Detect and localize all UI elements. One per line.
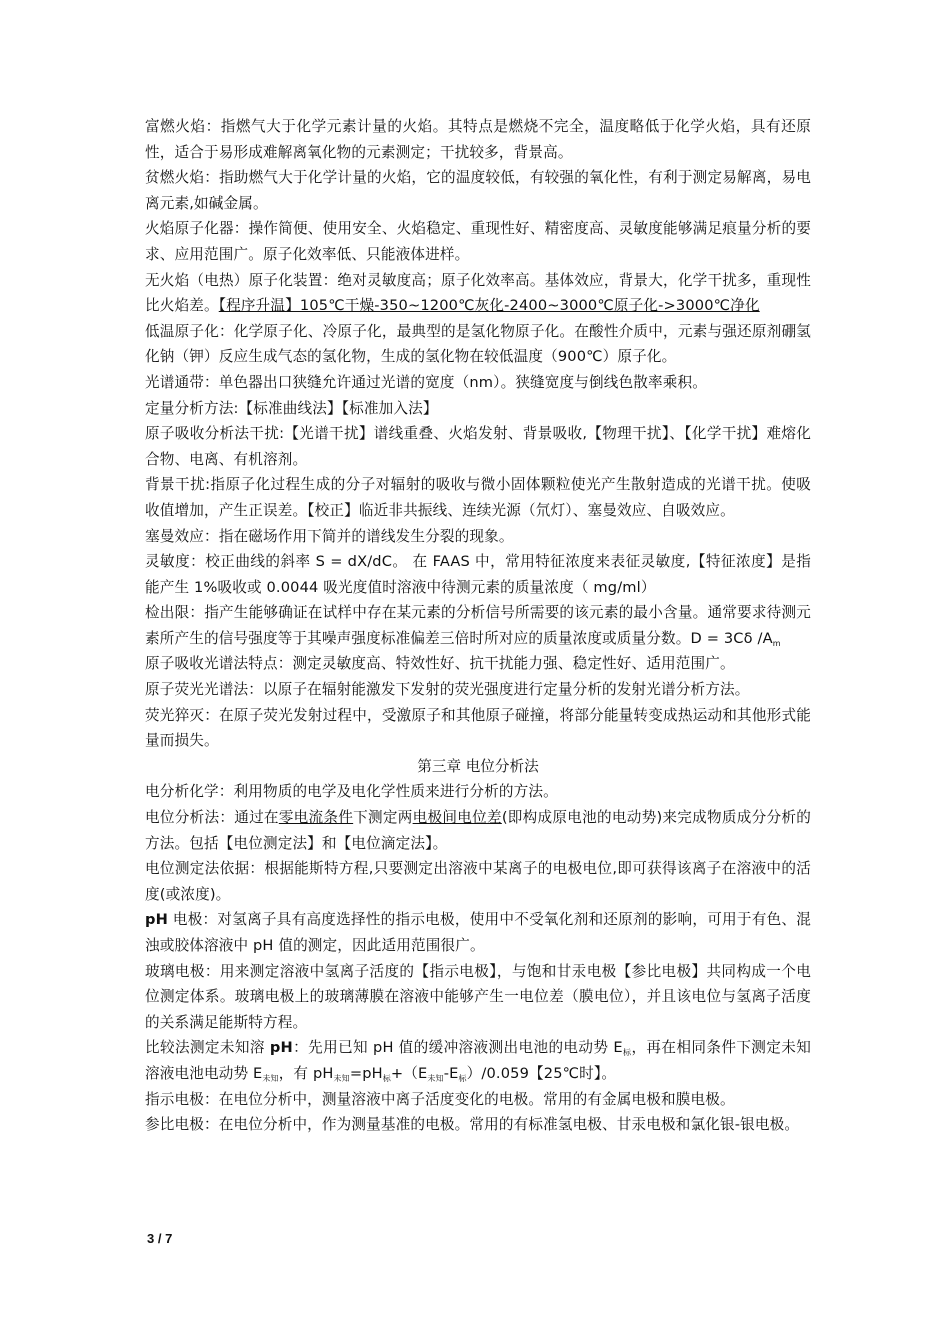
page-number: 3 / 7 [147,1231,173,1246]
sub-std-1: 标 [622,1048,632,1058]
cmp-i: ）/0.059【25℃时】。 [466,1064,617,1082]
paragraph-reference-electrode: 参比电极：在电位分析中，作为测量基准的电极。常用的有标准氢电极、甘汞电极和氯化银-银电极。 [145,1116,800,1134]
paragraph-quant-methods: 定量分析方法:【标准曲线法】【标准加入法】 [145,399,438,417]
paragraph-low-temp-atomization: 低温原子化：化学原子化、冷原子化，最典型的是氢化物原子化。在酸性介质中，元素与强还原剂硼氢化钠（钾）反应生成气态的氢化物，生成的氢化物在较低温度（900℃）原子化。 [145,322,811,366]
sub-std-3: 标 [458,1073,467,1083]
potentiometry-text-a: 电位分析法：通过在 [145,809,279,827]
cmp-h: -E [443,1064,459,1082]
sub-unknown-3: 未知 [427,1073,444,1083]
sub-std-2: 标 [382,1073,391,1083]
paragraph-quenching: 荧光猝灭：在原子荧光发射过程中，受激原子和其他原子碰撞，将部分能量转变成热运动和其他形式能量而损失。 [145,706,811,750]
paragraph-aas-interference: 原子吸收分析法干扰:【光谱干扰】谱线重叠、火焰发射、背景吸收,【物理干扰】、【化学干扰】难熔化合物、电离、有机溶剂。 [145,425,811,468]
paragraph-flame-atomizer: 火焰原子化器：操作简便、使用安全、火焰稳定、重现性好、精密度高、灵敏度能够满足痕量分析的要求、应用范围广。原子化效率低、只能液体进样。 [145,220,811,263]
electrode-potential-difference: 电极间电位差 [412,809,502,827]
paragraph-detection-limit [145,600,811,651]
paragraph-potential-basis: 电位测定法依据：根据能斯特方程,只要测定出溶液中某离子的电极电位,即可获得该离子在溶液中的活度(或浓度)。 [145,860,811,903]
sub-unknown-2: 未知 [333,1073,350,1083]
paragraph-spectral-bandpass: 光谱通带：单色器出口狭缝允许通过光谱的宽度（nm）。狭缝宽度与倒线色散率乘积。 [145,373,707,391]
document-body [145,114,811,1138]
potentiometry-text-b: 下测定两 [353,809,413,827]
paragraph-electroanalytical: 电分析化学：利用物质的电学及电化学性质来进行分析的方法。 [145,783,558,801]
paragraph-background-interference: 背景干扰:指原子化过程生成的分子对辐射的吸收与微小固体颗粒使光产生散射造成的光谱干扰。使吸收值增加，产生正误差。【校正】临近非共振线、连续光源（氘灯）、塞曼效应、自吸效应。 [145,476,811,519]
paragraph-comparison-method [145,1035,811,1086]
subscript-m: m [772,638,781,648]
zero-current-condition: 零电流条件 [278,809,354,827]
paragraph-sensitivity: 灵敏度：校正曲线的斜率 S = dX/dC。 在 FAAS 中，常用特征浓度来表征灵敏度,【特征浓度】是指能产生 1%吸收或 0.0044 吸光度值时溶液中待测元素的质量浓度（ mg/ml） [145,553,811,596]
cmp-f: =pH [349,1064,383,1082]
cmp-d: ，再在相同条件下测定未知溶液电池电动势 E [145,1039,811,1082]
paragraph-rich-flame: 富燃火焰：指燃气大于化学元素计量的火焰。其特点是燃烧不完全，温度略低于化学火焰，具有还原性，适合于易形成难解离氧化物的元素测定；干扰较多，背景高。 [145,118,811,161]
paragraph-potentiometry [145,805,811,856]
cmp-c: ：先用已知 pH 值的缓冲溶液测出电池的电动势 E [292,1039,623,1057]
ph-electrode-text: 电极：对氢离子具有高度选择性的指示电极，使用中不受氧化剂和还原剂的影响，可用于有色、混浊或胶体溶液中 pH 值的测定，因此适用范围很广。 [145,911,811,954]
temperature-program: 【程序升温】105℃干燥-350~1200℃灰化-2400~3000℃原子化->3000℃净化 [218,297,760,315]
chapter-heading: 第三章 电位分析法 [417,757,539,775]
sub-unknown-1: 未知 [262,1073,279,1083]
cmp-a: 比较法测定未知溶 [145,1039,270,1057]
paragraph-ph-electrode [145,907,811,958]
paragraph-lean-flame: 贫燃火焰：指助燃气大于化学计量的火焰，它的温度较低，有较强的氧化性，有利于测定易解离，易电离元素,如碱金属。 [145,169,811,212]
ph-bold: pH [145,911,168,929]
paragraph-afs: 原子荧光光谱法：以原子在辐射能激发下发射的荧光强度进行定量分析的发射光谱分析方法。 [145,681,750,699]
cmp-g: +（E [390,1064,428,1082]
paragraph-zeeman: 塞曼效应：指在磁场作用下简并的谱线发生分裂的现象。 [145,527,514,545]
flameless-text: 无火焰（电热）原子化装置：绝对灵敏度高；原子化效率高。基体效应，背景大，化学干扰多，重现性比火焰差。 [145,271,811,315]
cmp-e: ，有 pH [278,1064,334,1082]
paragraph-aas-features: 原子吸收光谱法特点：测定灵敏度高、特效性好、抗干扰能力强、稳定性好、适用范围广。 [145,655,735,673]
cmp-ph-bold: pH [269,1039,293,1057]
paragraph-flameless-atomizer [145,268,811,319]
detection-limit-text: 检出限：指产生能够确证在试样中存在某元素的分析信号所需要的该元素的最小含量。通常要求待测元素所产生的信号强度等于其噪声强度标准偏差三倍时所对应的质量浓度或质量分数。D = 3Cδ /A [145,604,811,647]
paragraph-glass-electrode: 玻璃电极：用来测定溶液中氢离子活度的【指示电极】，与饱和甘汞电极【参比电极】共同构成一个电位测定体系。玻璃电极上的玻璃薄膜在溶液中能够产生一电位差（膜电位），并且该电位与氢离子活度的关系满足能斯特方程。 [145,962,811,1031]
potentiometry-text-c: (即构成原电池的电动势)来完成物质成分分析的方法。包括【电位测定法】和【电位滴定法】。 [145,809,811,852]
paragraph-indicator-electrode: 指示电极：在电位分析中，测量溶液中离子活度变化的电极。常用的有金属电极和膜电极。 [145,1090,735,1108]
